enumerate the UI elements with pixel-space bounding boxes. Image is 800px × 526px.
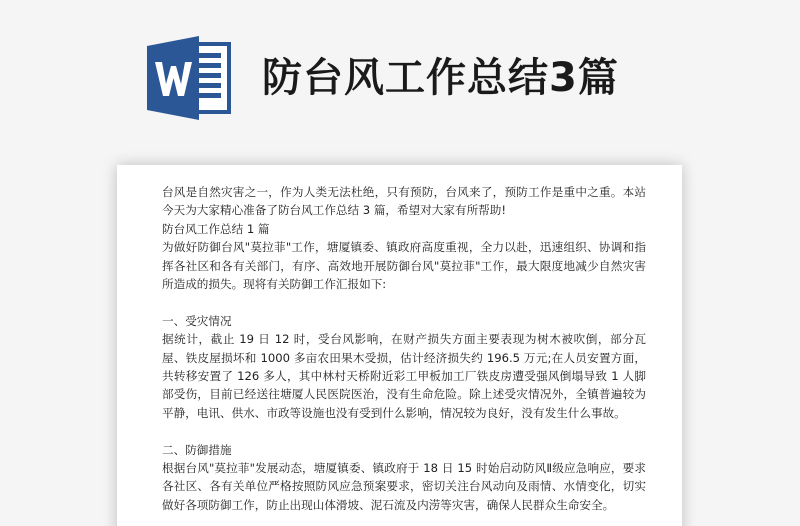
document-page: [117, 165, 682, 526]
paragraph-1: 为做好防御台风"莫拉菲"工作，塘厦镇委、镇政府高度重视，全力以赴，迅速组织、协调和指挥各社区和各有关部门，有序、高效地开展防御台风"莫拉菲"工作，最大限度地减少自然灾害所造成的损失。现将有关防御工作汇报如下:: [162, 240, 646, 292]
section-1-title: 一、受灾情况: [162, 313, 232, 328]
section-2-title: 二、防御措施: [162, 442, 232, 457]
document-body: [162, 183, 646, 514]
document-subtitle: 防台风工作总结 1 篇: [162, 221, 270, 236]
section-1-body: 据统计，截止 19 日 12 时，受台风影响，在财产损失方面主要表现为树木被吹倒，部分瓦屋、铁皮屋损坏和 1000 多亩农田果木受损，估计经济损失约 196.5 万元;在人员安置方面，共转移安置了 126 多人，其中林村天桥附近彩工甲板加工厂铁皮房遭受强风倒塌导致 1 人脚部受伤，目前已经送往塘厦人民医院医治，没有生命危险。除上述受灾情况外，全镇普遍较为平静，电讯、供水、市政等设施也没有受到什么影响，情况较为良好，没有发生什么事故。: [162, 332, 646, 420]
blank-line: [162, 422, 646, 440]
intro-paragraph: 台风是自然灾害之一，作为人类无法杜绝，只有预防，台风来了，预防工作是重中之重。本站今天为大家精心准备了防台风工作总结 3 篇，希望对大家有所帮助!: [162, 185, 646, 218]
word-icon: [143, 36, 235, 120]
header: [0, 0, 800, 150]
page-title: 防台风工作总结3篇: [262, 55, 619, 101]
blank-line: [162, 293, 646, 311]
section-2-body: 根据台风"莫拉菲"发展动态，塘厦镇委、镇政府于 18 日 15 时始启动防风Ⅱ级应急响应，要求各社区、各有关单位严格按照防风应急预案要求，密切关注台风动向及雨情、水情变化，切实做好各项防御工作，防止出现山体滑坡、泥石流及内涝等灾害，确保人民群众生命安全。: [162, 461, 646, 512]
